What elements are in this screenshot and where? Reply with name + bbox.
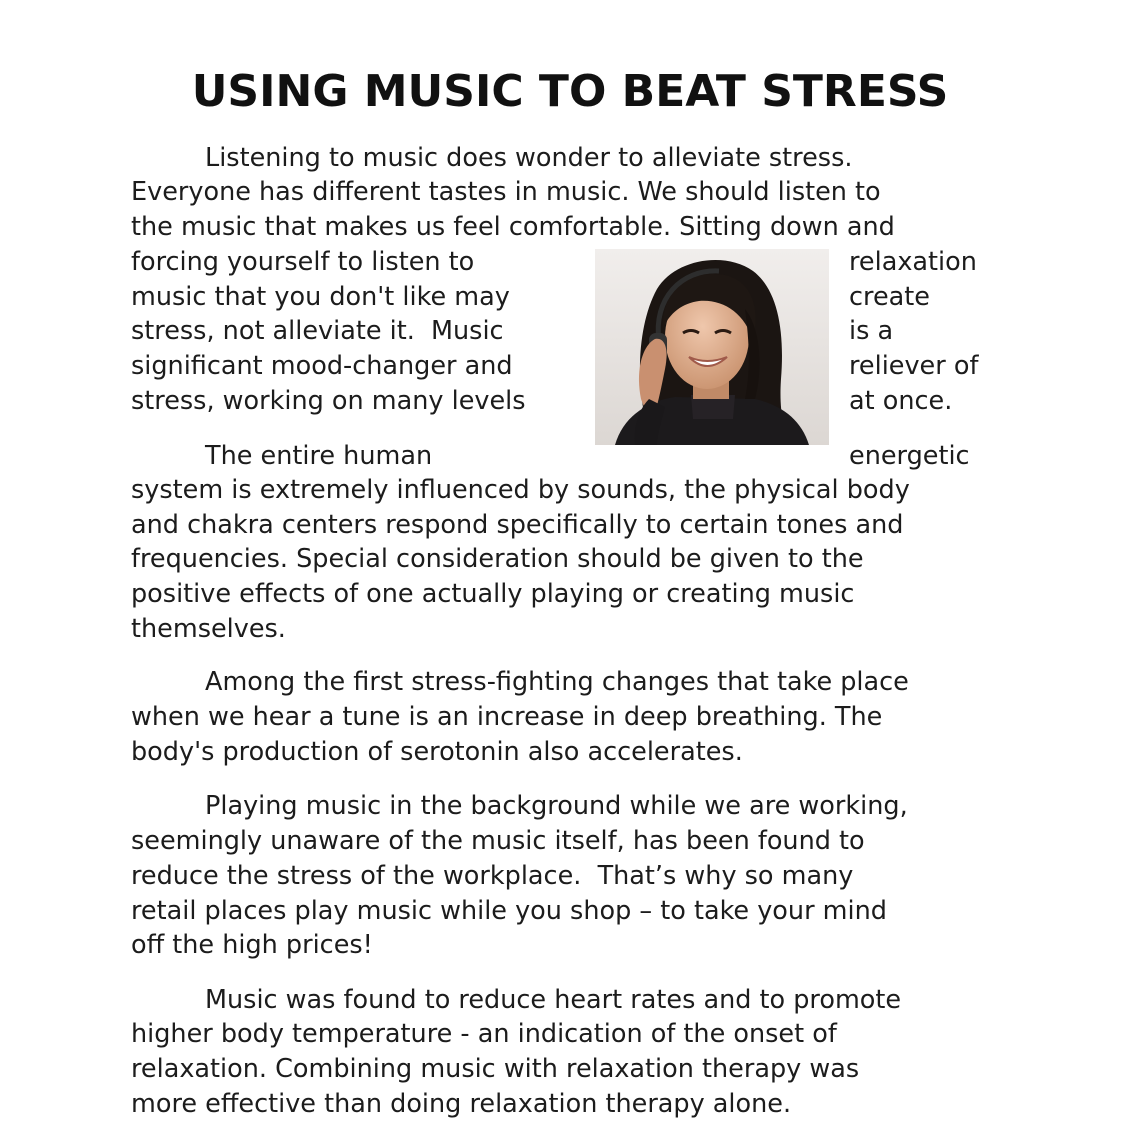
paragraph-1-wrap-left-3: stress, not alleviate it. Music [131,316,504,346]
page-title: USING MUSIC TO BEAT STRESS [191,66,949,117]
paragraph-5-line-1: Music was found to reduce heart rates and to promote [205,985,902,1015]
paragraph-1-wrap-left-4: significant mood-changer and [131,351,513,381]
paragraph-1-wrap-right-3: is a [849,316,894,346]
paragraph-3-line-2: when we hear a tune is an increase in deep breathing. The [131,702,883,732]
paragraph-3-line-1: Among the first stress-fighting changes that take place [205,667,909,697]
paragraph-1-wrap-right-2: create [849,282,930,312]
paragraph-1-line-2: Everyone has different tastes in music. We should listen to [131,177,881,207]
paragraph-1-wrap-right-4: reliever of [849,351,979,381]
paragraph-4-line-4: retail places play music while you shop – to take your mind [131,896,887,926]
paragraph-1-wrap-right-5: at once. [849,386,953,416]
paragraph-1-line-3: the music that makes us feel comfortable. Sitting down and [131,212,895,242]
paragraph-2-line-1: system is extremely influenced by sounds, the physical body [131,475,910,505]
paragraph-1-line-1: Listening to music does wonder to alleviate stress. [205,143,853,173]
paragraph-2-wrap-right-1: energetic [849,441,970,471]
paragraph-1-wrap-left-1: forcing yourself to listen to [131,247,475,277]
paragraph-2-wrap-left-1: The entire human [205,441,433,471]
paragraph-4-line-3: reduce the stress of the workplace. That’s why so many [131,861,854,891]
paragraph-1-wrap-right-1: relaxation [849,247,977,277]
paragraph-4-line-2: seemingly unaware of the music itself, has been found to [131,826,865,856]
paragraph-5-line-3: relaxation. Combining music with relaxation therapy was [131,1054,860,1084]
paragraph-4-line-1: Playing music in the background while we are working, [205,791,908,821]
paragraph-5-line-2: higher body temperature - an indication of the onset of [131,1019,837,1049]
paragraph-2-line-4: positive effects of one actually playing or creating music [131,579,855,609]
paragraph-5-line-4: more effective than doing relaxation therapy alone. [131,1089,792,1119]
paragraph-4-line-5: off the high prices! [131,930,373,960]
paragraph-2-line-2: and chakra centers respond specifically to certain tones and [131,510,904,540]
paragraph-3-line-3: body's production of serotonin also accelerates. [131,737,743,767]
paragraph-1-wrap-left-5: stress, working on many levels [131,386,526,416]
paragraph-2-line-5: themselves. [131,614,286,644]
woman-with-headphones-photo [595,249,829,445]
paragraph-1-wrap-left-2: music that you don't like may [131,282,510,312]
paragraph-2-line-3: frequencies. Special consideration should be given to the [131,544,864,574]
